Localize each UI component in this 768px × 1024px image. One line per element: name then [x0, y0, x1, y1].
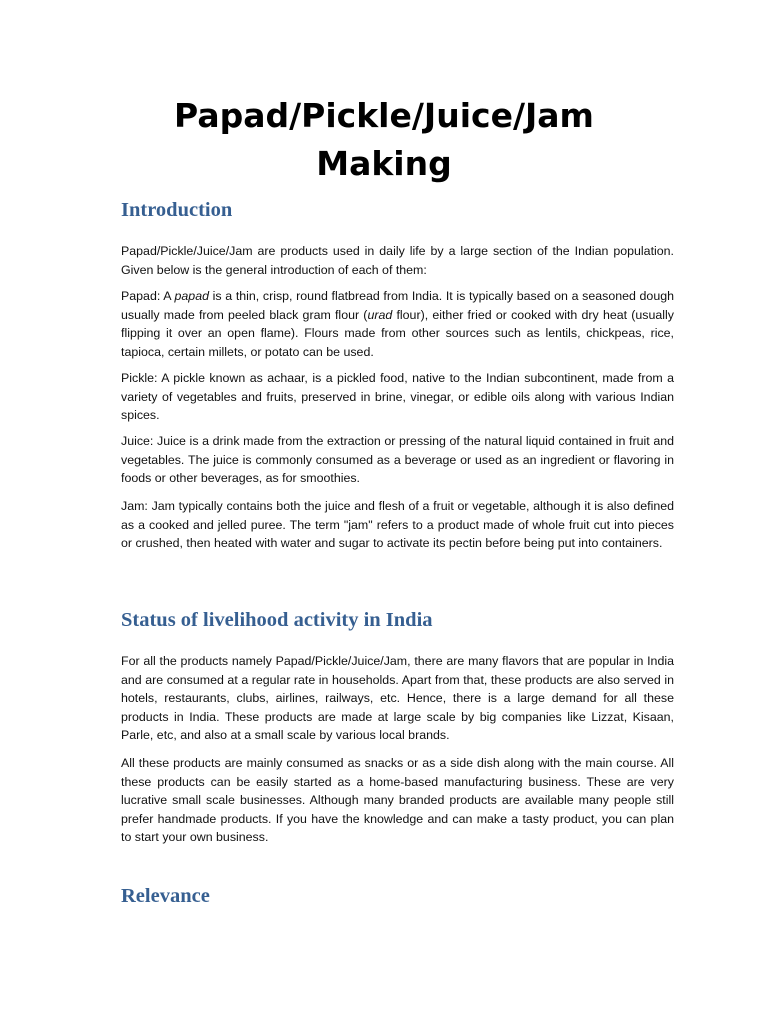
papad-text-1: A — [160, 289, 175, 303]
status-paragraph-1: For all the products namely Papad/Pickle/Juice/Jam, there are many flavors that are popular in India and are consumed at a regular rate in households. Apart from that, these products are also served in hotels, restaurants, clubs, airlines, railways, etc. Hence, there is a large demand for all these products in India. These products are made at large scale by big companies like Lizzat, Kisaan, Parle, etc, and also at a small scale by various local brands. — [121, 654, 674, 743]
heading-introduction: Introduction — [121, 199, 233, 221]
heading-relevance: Relevance — [121, 885, 210, 907]
heading-status: Status of livelihood activity in India — [121, 609, 433, 631]
juice-paragraph — [121, 432, 674, 488]
status-paragraph-2: All these products are mainly consumed as snacks or as a side dish along with the main course. All these products can be easily started as a home-based manufacturing business. These are very lucrative small scale businesses. Although many branded products are available many people still prefer handmade products. If you have the knowledge and can make a tasty product, you can plan to start your own business. — [121, 756, 674, 845]
juice-label: Juice: — [121, 434, 154, 448]
pickle-paragraph — [121, 369, 674, 425]
title-line-2: Making — [316, 144, 452, 183]
jam-label: Jam: — [121, 499, 148, 513]
papad-paragraph — [121, 287, 674, 361]
intro-paragraph: Papad/Pickle/Juice/Jam are products used in daily life by a large section of the Indian population. Given below is the general introduction of each of them: — [121, 244, 674, 277]
title-line-1: Papad/Pickle/Juice/Jam — [174, 96, 594, 135]
jam-paragraph — [121, 497, 674, 553]
papad-text-2: is a thin, crisp, round flatbread from India. It is typically based on a seasoned dough usually made from peeled black gram flour ( — [121, 289, 674, 322]
papad-text-3: flour), either fried or cooked with dry heat (usually flipping it over an open flame). Flours made from other sources such as lentils, chickpeas, rice, tapioca, certain millets, or potato can be used. — [121, 307, 674, 359]
juice-text: Juice is a drink made from the extraction or pressing of the natural liquid contained in fruit and vegetables. The juice is commonly consumed as a beverage or used as an ingredient or flavoring in foods or other beverages, as for smoothies. — [121, 434, 674, 486]
urad-italic-term: urad — [367, 307, 393, 322]
page-title — [100, 92, 668, 188]
pickle-label: Pickle: — [121, 371, 158, 385]
papad-italic-term: papad — [174, 289, 209, 303]
jam-text: Jam typically contains both the juice and flesh of a fruit or vegetable, although it is also defined as a cooked and jelled puree. The term "jam" refers to a product made of whole fruit cut into pieces or crushed, then heated with water and sugar to activate its pectin before being put into containers. — [121, 499, 674, 551]
papad-label: Papad: — [121, 289, 161, 303]
pickle-text: A pickle known as achaar, is a pickled food, native to the Indian subcontinent, made from a variety of vegetables and fruits, preserved in brine, vinegar, or edible oils along with various Indian spices. — [121, 371, 674, 423]
